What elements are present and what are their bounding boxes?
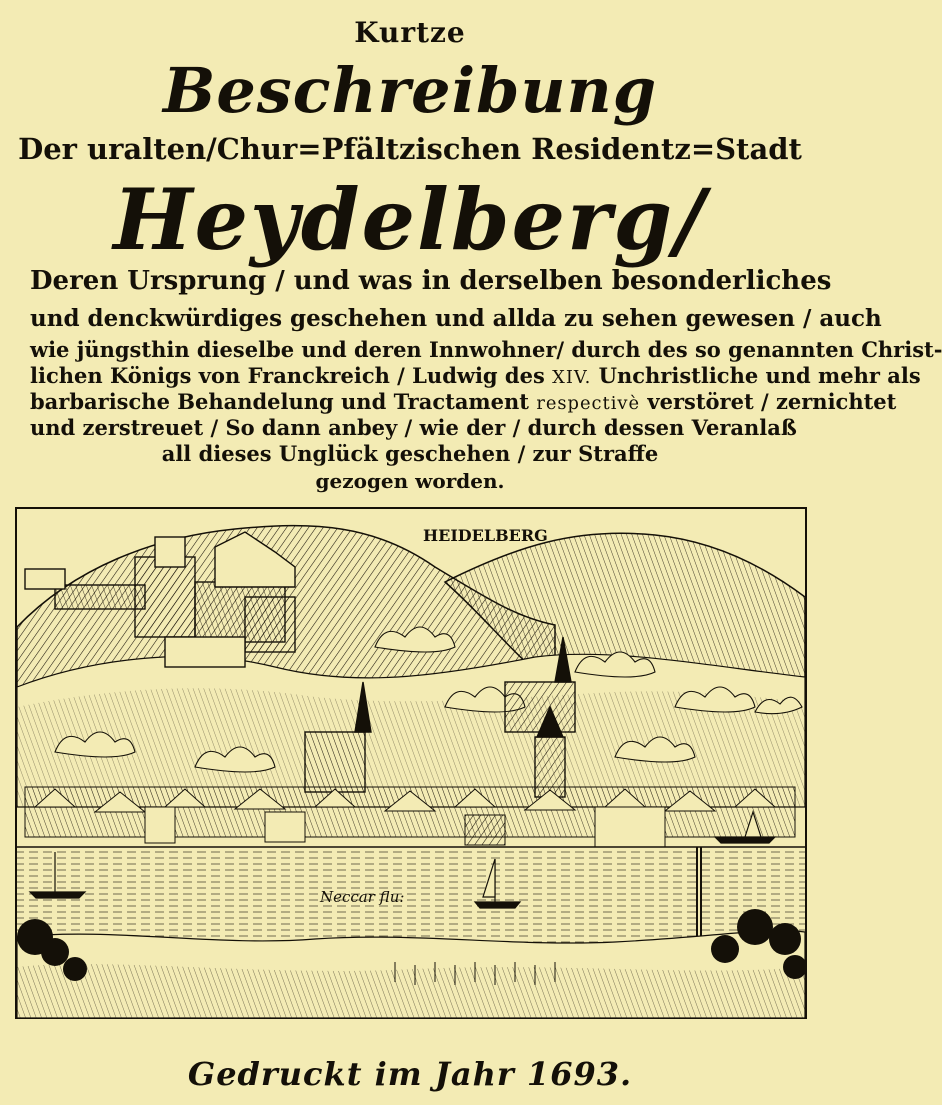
description-line-6: und zerstreuet / So dann anbey / wie der / durch dessen Veranlaß [30,415,797,440]
description-line-3: wie jüngsthin dieselbe und deren Innwohner/ durch des so genannten Christ- [30,337,942,362]
description-line-4-end: Unchristliche und mehr als [598,363,921,388]
title-line-beschreibung: Beschreibung [162,54,658,127]
description-line-4 [30,363,921,388]
title-line-heydelberg: Heydelberg/ [113,170,707,269]
description-line-4-start: lichen Königs von Franckreich / Ludwig des [30,363,545,388]
title-line-residentz-stadt: Der uralten/Chur=Pfältzischen Residentz=Stadt [18,132,802,166]
description-line-5-start: barbarische Behandelung und Tractament [30,389,529,414]
title-line-kurtze: Kurtze [354,16,466,49]
description-line-1: Deren Ursprung / und was in derselben besonderliches [30,266,832,296]
description-line-2: und denckwürdiges geschehen und allda zu sehen gewesen / auch [30,305,882,332]
description-line-4-numeral: XIV. [552,367,592,388]
heidelberg-engraving [15,507,807,1019]
imprint-line: Gedruckt im Jahr 1693. [187,1055,633,1093]
description-line-5 [30,389,897,414]
town-buildings [25,787,795,847]
description-line-5-end: verstöret / zernichtet [647,389,897,414]
description-line-5-latin: respectivè [536,393,641,414]
description-line-7: all dieses Unglück geschehen / zur Straffe [161,441,659,466]
city-label: HEIDELBERG [423,526,548,545]
neckar-river [17,847,805,947]
river-label: Neccar flu: [320,888,405,906]
description-line-8: gezogen worden. [315,469,505,493]
